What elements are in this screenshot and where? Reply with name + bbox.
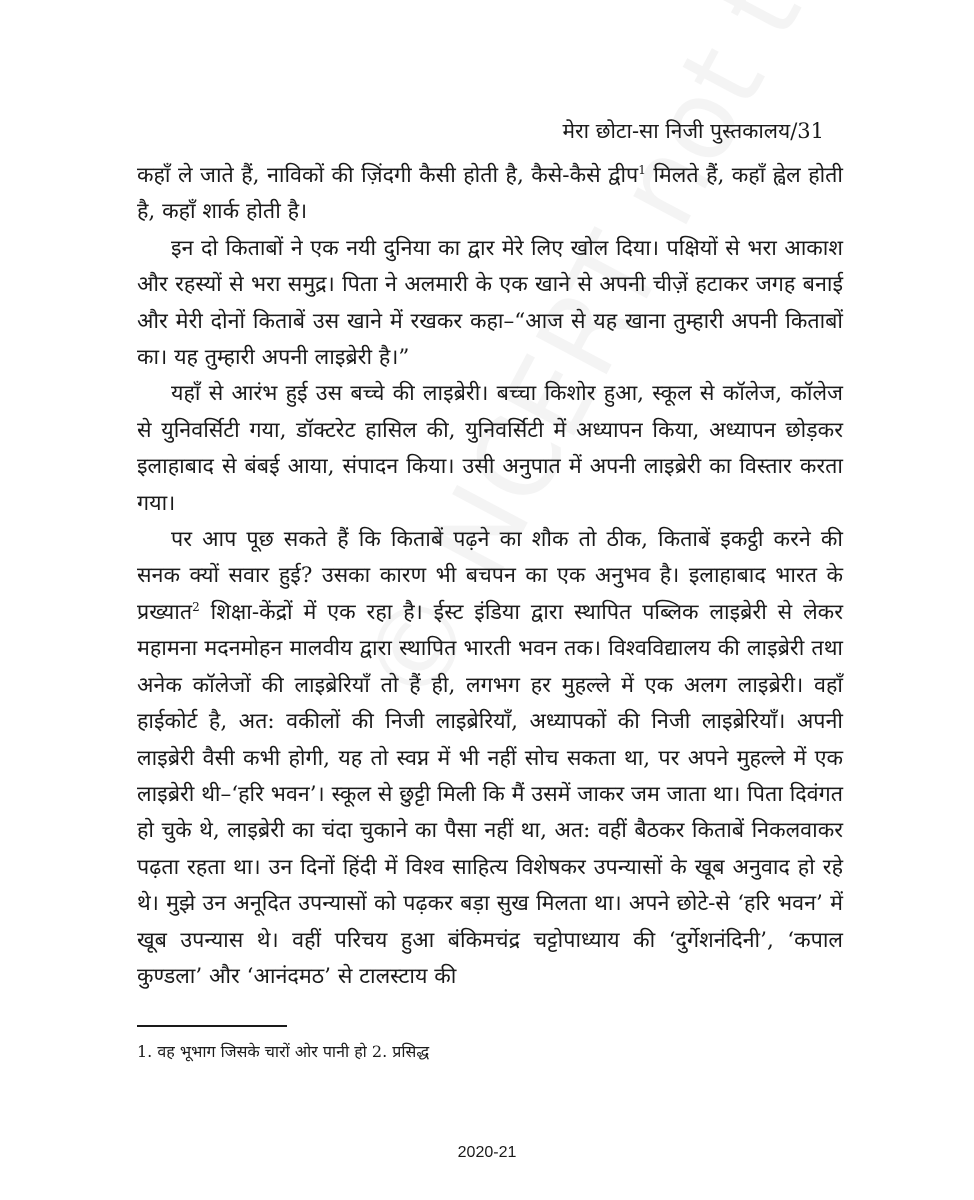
footnotes: 1. वह भूभाग जिसके चारों ओर पानी हो 2. प्रसिद्ध (137, 1042, 430, 1061)
paragraph-2: इन दो किताबों ने एक नयी दुनिया का द्वार मेरे लिए खोल दिया। पक्षियों से भरा आकाश और रहस्यों से भरा समुद्र। पिता ने अलमारी के एक खाने से अपनी चीज़ें हटाकर जगह बनाई और मेरी दोनों किताबें उस खाने में रखकर कहा–“आज से यह खाना तुम्हारी अपनी किताबों का। यह तुम्हारी अपनी लाइब्रेरी है।” (137, 235, 843, 371)
paragraph-1-text-b: मिलते हैं, कहाँ ह्वेल होती है, कहाँ शार्क होती है। (137, 163, 844, 225)
footnote-ref-2: 2 (192, 599, 200, 614)
body-text (137, 158, 843, 995)
paragraph-3: यहाँ से आरंभ हुई उस बच्चे की लाइब्रेरी। बच्चा किशोर हुआ, स्कूल से कॉलेज, कॉलेज से युनिवर्सिटी गया, डॉक्टरेट हासिल की, युनिवर्सिटी में अध्यापन किया, अध्यापन छोड़कर इलाहाबाद से बंबई आया, संपादन किया। उसी अनुपात में अपनी लाइब्रेरी का विस्तार करता गया। (137, 381, 843, 516)
footnote-divider (137, 1025, 287, 1027)
footer-year: 2020-21 (457, 1144, 517, 1161)
paragraph-1 (137, 158, 843, 231)
paragraph-1-text-a: कहाँ ले जाते हैं, नाविकों की ज़िंदगी कैसी होती है, कैसे-कैसे द्वीप (137, 163, 639, 188)
running-header: मेरा छोटा-सा निजी पुस्तकालय/31 (562, 119, 824, 143)
paragraph-4 (137, 522, 843, 995)
footnote-ref-1: 1 (638, 162, 646, 177)
paragraph-4-text-a: पर आप पूछ सकते हैं कि किताबें पढ़ने का शौक तो ठीक, किताबें इकट्ठी करने की सनक क्यों सवार हुई? उसका कारण भी बचपन का एक अनुभव है। इलाहाबाद भारत के प्रख्यात (137, 527, 843, 625)
paragraph-4-text-b: शिक्षा-केंद्रों में एक रहा है। ईस्ट इंडिया द्वारा स्थापित पब्लिक लाइब्रेरी से लेकर महामना मदनमोहन मालवीय द्वारा स्थापित भारती भवन तक। विश्वविद्यालय की लाइब्रेरी तथा अनेक कॉलेजों की लाइब्रेरियाँ तो हैं ही, लगभग हर मुहल्ले में एक अलग लाइब्रेरी। वहाँ हाईकोर्ट है, अत: वकीलों की निजी लाइब्रेरियाँ, अध्यापकों की निजी लाइब्रेरियाँ। अपनी लाइब्रेरी वैसी कभी होगी, यह तो स्वप्न में भी नहीं सोच सकता था, पर अपने मुहल्ले में एक लाइब्रेरी थी–‘हरि भवन’। स्कूल से छुट्टी मिली कि मैं उसमें जाकर जम जाता था। पिता दिवंगत हो चुके थे, लाइब्रेरी का चंदा चुकाने का पैसा नहीं था, अत: वहीं बैठकर किताबें निकलवाकर पढ़ता रहता था। उन दिनों हिंदी में विश्व साहित्य विशेषकर उपन्यासों के खूब अनुवाद हो रहे थे। मुझे उन अनूदित उपन्यासों को पढ़कर बड़ा सुख मिलता था। अपने छोटे-से ‘हरि भवन’ में खूब उपन्यास थे। वहीं परिचय हुआ बंकिमचंद्र चट्टोपाध्याय की ‘दुर्गेशनंदिनी’, ‘कपाल कुण्डला’ और ‘आनंदमठ’ से टालस्टाय की (137, 599, 843, 989)
